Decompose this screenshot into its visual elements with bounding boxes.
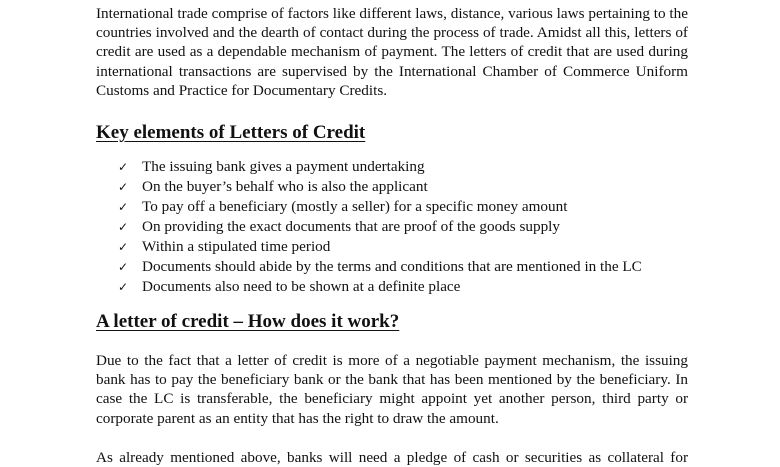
check-icon: ✓ <box>118 200 129 215</box>
intro-line: countries involved and the dearth of contact during the process of trade. Amidst all this, letters of <box>96 24 688 42</box>
how-it-works-heading: A letter of credit – How does it work? <box>96 311 400 333</box>
list-item-text: Within a stipulated time period <box>142 238 331 256</box>
list-item <box>118 237 688 257</box>
check-icon: ✓ <box>118 180 129 195</box>
paragraph-line: corporate parent as an entity that has the right to draw the amount. <box>96 409 499 427</box>
list-item-text: To pay off a beneficiary (mostly a seller) for a specific money amount <box>142 198 568 216</box>
check-icon: ✓ <box>118 160 129 175</box>
check-icon: ✓ <box>118 220 129 235</box>
list-item-text: On the buyer’s behalf who is also the applicant <box>142 178 428 196</box>
list-item <box>118 177 688 197</box>
list-item-text: Documents should abide by the terms and conditions that are mentioned in the LC <box>142 258 642 276</box>
intro-paragraph <box>96 4 688 100</box>
list-item-text: Documents also need to be shown at a definite place <box>142 278 461 296</box>
list-item <box>118 277 688 297</box>
paragraph-line: As already mentioned above, banks will need a pledge of cash or securities as collateral for <box>96 448 688 466</box>
list-item <box>118 217 688 237</box>
next-paragraph <box>96 448 688 467</box>
key-elements-list <box>96 157 688 297</box>
document-page <box>96 4 688 467</box>
check-icon: ✓ <box>118 240 129 255</box>
paragraph-line: Due to the fact that a letter of credit is more of a negotiable payment mechanism, the issuing <box>96 352 688 370</box>
intro-line: credit are used as a dependable mechanism of payment. The letters of credit that are used during <box>96 43 688 61</box>
list-item-text: On providing the exact documents that are proof of the goods supply <box>142 218 560 236</box>
list-item <box>118 197 688 217</box>
intro-line: Customs and Practice for Documentary Credits. <box>96 81 388 99</box>
check-icon: ✓ <box>118 260 129 275</box>
intro-line: international transactions are supervised by the International Chamber of Commerce Uniform <box>96 62 688 80</box>
list-item <box>118 157 688 177</box>
how-it-works-paragraph <box>96 351 688 428</box>
list-item-text: The issuing bank gives a payment undertaking <box>142 158 425 176</box>
key-elements-heading: Key elements of Letters of Credit <box>96 122 366 144</box>
check-icon: ✓ <box>118 280 129 295</box>
paragraph-line: bank has to pay the beneficiary bank or the bank that has been mentioned by the beneficiary. In <box>96 371 688 389</box>
list-item <box>118 257 688 277</box>
paragraph-line: case the LC is transferable, the beneficiary might appoint yet another person, third party or <box>96 390 688 408</box>
intro-line: International trade comprise of factors like different laws, distance, various laws pertaining to the <box>96 5 688 22</box>
